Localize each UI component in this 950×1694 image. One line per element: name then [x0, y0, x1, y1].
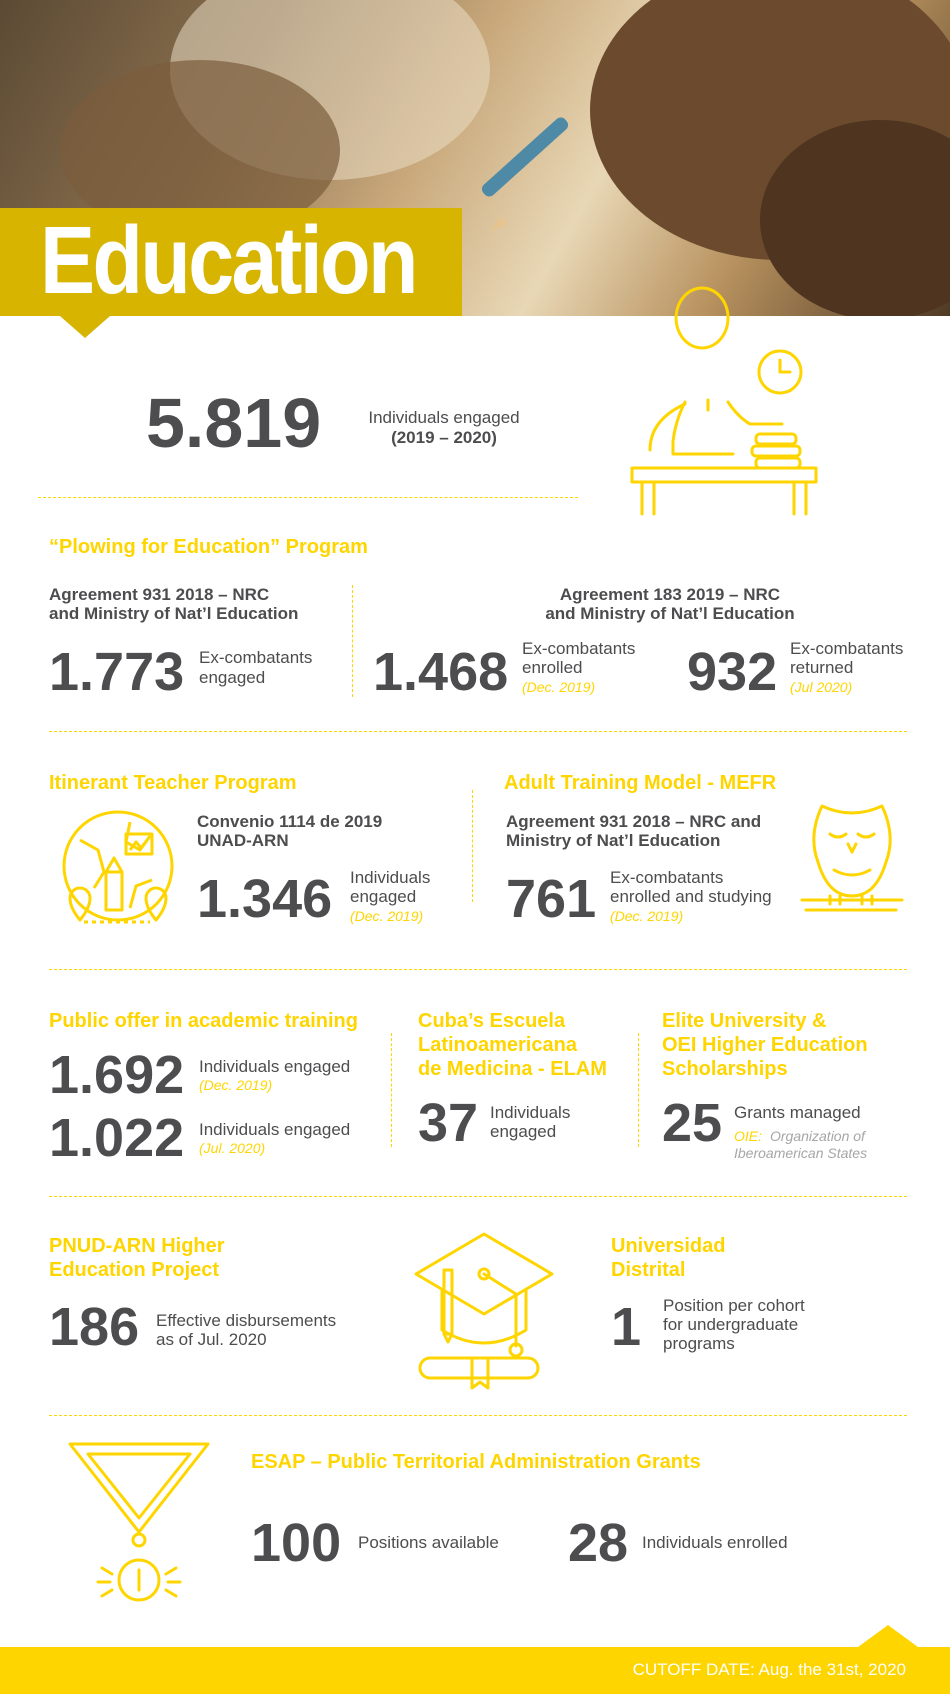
divider [49, 1196, 907, 1197]
page-title: Education [40, 207, 416, 314]
distrital-title-line1: Universidad [611, 1235, 726, 1257]
cutoff-date: CUTOFF DATE: Aug. the 31st, 2020 [632, 1660, 906, 1679]
elite-label: Grants managed [734, 1103, 861, 1122]
elite-oie-text1: Organization of [770, 1128, 865, 1144]
distrital-value: 1 [611, 1297, 642, 1357]
adult-value: 761 [506, 869, 597, 929]
itinerant-label1: Individuals [350, 868, 431, 887]
public-offer-label-2: Individuals engaged [199, 1120, 351, 1139]
pnud-value: 186 [49, 1297, 140, 1357]
graduation-cap-diploma-icon [412, 1230, 556, 1388]
plowing-b1-note: (Dec. 2019) [522, 679, 596, 695]
esap-label-1: Positions available [358, 1533, 499, 1552]
divider [49, 731, 907, 732]
public-offer-note-2: (Jul. 2020) [199, 1140, 266, 1156]
elam-title-line2: Latinoamericana [418, 1034, 577, 1056]
elite-title-line2: OEI Higher Education [662, 1034, 868, 1056]
globe-map-pencil-icon [60, 810, 180, 925]
total-value: 5.819 [146, 384, 322, 462]
owl-icon [800, 800, 904, 915]
adult-line2: Ministry of Nat’l Education [506, 831, 721, 850]
total-label: Individuals engaged [368, 408, 520, 427]
esap-label-2: Individuals enrolled [642, 1533, 788, 1552]
elite-title-line3: Scholarships [662, 1058, 788, 1080]
plowing-b1-value: 1.468 [373, 642, 509, 702]
adult-title: Adult Training Model - MEFR [504, 772, 777, 794]
elam-label2: engaged [490, 1122, 557, 1141]
plowing-b2-value: 932 [687, 642, 778, 702]
plowing-title: “Plowing for Education” Program [49, 536, 368, 558]
distrital-label2: for undergraduate [663, 1315, 799, 1334]
adult-line1: Agreement 931 2018 – NRC and [506, 812, 762, 831]
itinerant-note: (Dec. 2019) [350, 908, 424, 924]
footer-pointer [858, 1625, 918, 1647]
public-offer-value-1: 1.692 [49, 1045, 185, 1105]
plowing-a-label1: Ex-combatants [199, 648, 313, 667]
student-studying-icon [630, 340, 820, 515]
public-offer-value-2: 1.022 [49, 1108, 185, 1168]
adult-label1: Ex-combatants [610, 868, 724, 887]
elam-label1: Individuals [490, 1103, 571, 1122]
elite-title-line1: Elite University & [662, 1010, 827, 1032]
esap-title: ESAP – Public Territorial Administration Grants [251, 1451, 701, 1473]
divider [49, 969, 907, 970]
plowing-agreement-b-line1: Agreement 183 2019 – NRC [559, 585, 781, 604]
vertical-divider [391, 1033, 392, 1147]
pnud-label2: as of Jul. 2020 [156, 1330, 267, 1349]
plowing-agreement-b-line2: and Ministry of Nat’l Education [545, 604, 795, 623]
pnud-title-line1: PNUD-ARN Higher [49, 1235, 225, 1257]
plowing-agreement-a-line1: Agreement 931 2018 – NRC [49, 585, 270, 604]
plowing-b1-label1: Ex-combatants [522, 639, 636, 658]
itinerant-value: 1.346 [197, 869, 333, 929]
elite-value: 25 [662, 1093, 723, 1153]
distrital-label3: programs [663, 1334, 735, 1353]
plowing-b1-label2: enrolled [522, 658, 583, 677]
total-period: (2019 – 2020) [391, 428, 497, 447]
public-offer-title: Public offer in academic training [49, 1010, 358, 1032]
distrital-label1: Position per cohort [663, 1296, 805, 1315]
plowing-b2-label2: returned [790, 658, 854, 677]
plowing-b2-note: (Jul 2020) [790, 679, 853, 695]
divider [38, 497, 578, 498]
plowing-a-value: 1.773 [49, 642, 185, 702]
public-offer-note-1: (Dec. 2019) [199, 1077, 273, 1093]
plowing-agreement-a-line2: and Ministry of Nat’l Education [49, 604, 299, 623]
itinerant-label2: engaged [350, 887, 417, 906]
medal-icon [66, 1440, 212, 1604]
itinerant-line1: Convenio 1114 de 2019 [197, 812, 383, 831]
vertical-divider [472, 790, 473, 902]
plowing-a-label2: engaged [199, 668, 266, 687]
elite-oie-text2: Iberoamerican States [734, 1145, 868, 1161]
pnud-title-line2: Education Project [49, 1259, 220, 1281]
divider [49, 1415, 907, 1416]
adult-note: (Dec. 2019) [610, 908, 684, 924]
distrital-title-line2: Distrital [611, 1259, 686, 1281]
itinerant-line2: UNAD-ARN [197, 831, 289, 850]
esap-value-2: 28 [568, 1513, 629, 1573]
itinerant-title: Itinerant Teacher Program [49, 772, 297, 794]
vertical-divider [638, 1033, 639, 1147]
public-offer-label-1: Individuals engaged [199, 1057, 351, 1076]
vertical-divider [352, 585, 353, 697]
pnud-label1: Effective disbursements [156, 1311, 337, 1330]
elam-title-line3: de Medicina - ELAM [418, 1058, 607, 1080]
elam-title-line1: Cuba’s Escuela [418, 1010, 566, 1032]
plowing-b2-label1: Ex-combatants [790, 639, 904, 658]
esap-value-1: 100 [251, 1513, 342, 1573]
elite-oie-abbr: OIE: [734, 1128, 763, 1144]
title-band-pointer [60, 316, 110, 338]
elam-value: 37 [418, 1093, 479, 1153]
adult-label2: enrolled and studying [610, 887, 772, 906]
